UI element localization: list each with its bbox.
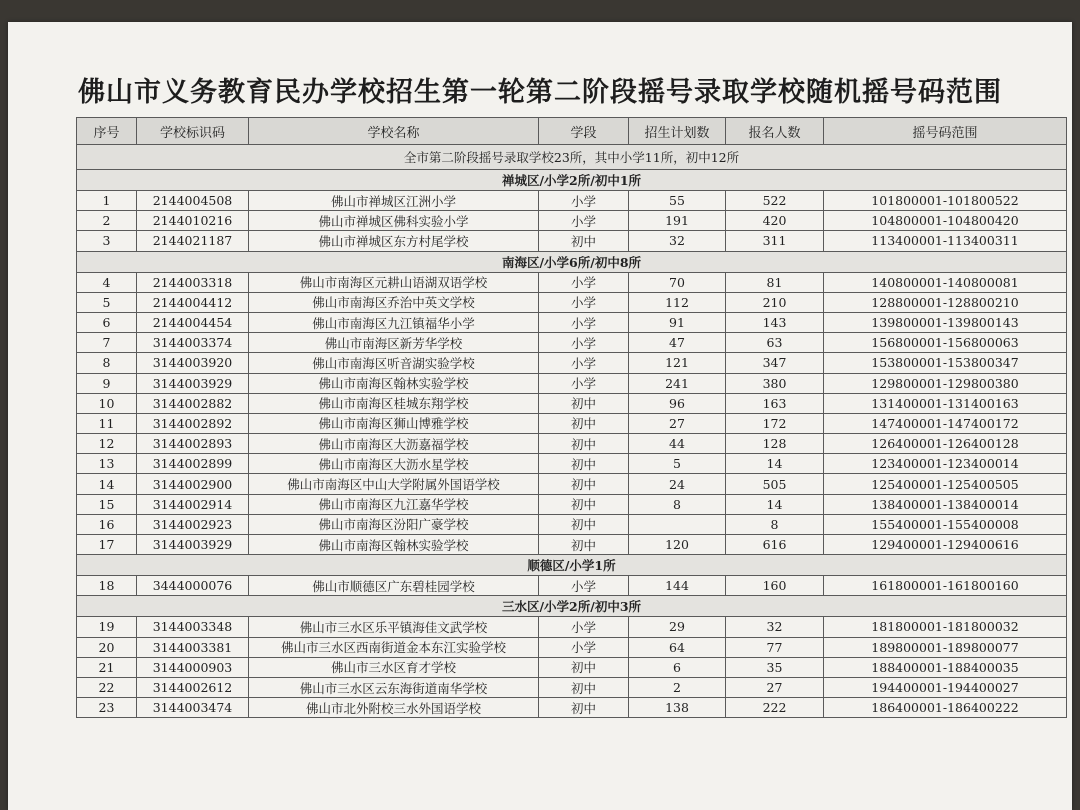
cell-stage: 初中: [539, 474, 629, 494]
cell-school-code: 3144003374: [137, 333, 249, 353]
cell-school-code: 2144021187: [137, 231, 249, 251]
cell-range: 153800001-153800347: [824, 353, 1067, 373]
table-row: [77, 353, 1067, 373]
header-row: [77, 118, 1067, 145]
cell-school-name: 佛山市南海区九江镇福华小学: [249, 312, 539, 332]
cell-index: 9: [77, 373, 137, 393]
cell-plan: 191: [629, 211, 726, 231]
district-heading: 禅城区/小学2所/初中1所: [77, 170, 1067, 191]
cell-plan: 2: [629, 677, 726, 697]
cell-school-name: 佛山市南海区狮山博雅学校: [249, 413, 539, 433]
col-header-stage: 学段: [539, 118, 629, 145]
cell-index: 20: [77, 637, 137, 657]
table-row: [77, 393, 1067, 413]
cell-school-code: 2144010216: [137, 211, 249, 231]
cell-stage: 小学: [539, 272, 629, 292]
cell-stage: 初中: [539, 677, 629, 697]
cell-stage: 小学: [539, 576, 629, 596]
cell-applicants: 347: [726, 353, 824, 373]
cell-applicants: 522: [726, 191, 824, 211]
cell-school-code: 2144004508: [137, 191, 249, 211]
cell-plan: 8: [629, 494, 726, 514]
cell-stage: 初中: [539, 698, 629, 718]
table-row: [77, 413, 1067, 433]
cell-stage: 初中: [539, 413, 629, 433]
table-row: [77, 494, 1067, 514]
cell-stage: 小学: [539, 211, 629, 231]
cell-plan: 44: [629, 434, 726, 454]
table-row: [77, 535, 1067, 555]
cell-school-name: 佛山市南海区汾阳广豪学校: [249, 514, 539, 534]
cell-school-code: 2144004412: [137, 292, 249, 312]
cell-range: 140800001-140800081: [824, 272, 1067, 292]
cell-applicants: 160: [726, 576, 824, 596]
cell-school-name: 佛山市禅城区佛科实验小学: [249, 211, 539, 231]
cell-school-code: 3444000076: [137, 576, 249, 596]
table-row: [77, 474, 1067, 494]
cell-applicants: 77: [726, 637, 824, 657]
cell-school-code: 3144002882: [137, 393, 249, 413]
cell-stage: 小学: [539, 333, 629, 353]
cell-school-name: 佛山市南海区九江嘉华学校: [249, 494, 539, 514]
cell-school-name: 佛山市三水区西南街道金本东江实验学校: [249, 637, 539, 657]
cell-applicants: 27: [726, 677, 824, 697]
cell-index: 15: [77, 494, 137, 514]
table-row: [77, 191, 1067, 211]
cell-stage: 小学: [539, 617, 629, 637]
cell-school-code: 3144003929: [137, 535, 249, 555]
cell-applicants: 311: [726, 231, 824, 251]
cell-applicants: 32: [726, 617, 824, 637]
cell-range: 129400001-129400616: [824, 535, 1067, 555]
cell-school-code: 3144003474: [137, 698, 249, 718]
cell-index: 21: [77, 657, 137, 677]
cell-range: 189800001-189800077: [824, 637, 1067, 657]
cell-stage: 初中: [539, 231, 629, 251]
cell-index: 14: [77, 474, 137, 494]
table-row: [77, 373, 1067, 393]
table-row: [77, 292, 1067, 312]
district-heading-row: [77, 596, 1067, 617]
district-heading-row: [77, 555, 1067, 576]
cell-plan: 91: [629, 312, 726, 332]
cell-index: 3: [77, 231, 137, 251]
cell-applicants: 128: [726, 434, 824, 454]
cell-plan: 70: [629, 272, 726, 292]
table-row: [77, 272, 1067, 292]
cell-school-code: 3144003381: [137, 637, 249, 657]
cell-school-code: 3144002914: [137, 494, 249, 514]
cell-range: 147400001-147400172: [824, 413, 1067, 433]
col-header-applicants: 报名人数: [726, 118, 824, 145]
cell-index: 18: [77, 576, 137, 596]
cell-school-name: 佛山市南海区听音湖实验学校: [249, 353, 539, 373]
cell-applicants: 81: [726, 272, 824, 292]
summary-row: [77, 145, 1067, 170]
col-header-plan: 招生计划数: [629, 118, 726, 145]
table-row: [77, 576, 1067, 596]
cell-plan: 64: [629, 637, 726, 657]
cell-index: 10: [77, 393, 137, 413]
cell-index: 23: [77, 698, 137, 718]
cell-school-name: 佛山市南海区大沥水星学校: [249, 454, 539, 474]
cell-range: 186400001-186400222: [824, 698, 1067, 718]
cell-school-name: 佛山市南海区乔治中英文学校: [249, 292, 539, 312]
district-heading: 三水区/小学2所/初中3所: [77, 596, 1067, 617]
cell-stage: 初中: [539, 454, 629, 474]
col-header-index: 序号: [77, 118, 137, 145]
cell-range: 155400001-155400008: [824, 514, 1067, 534]
cell-plan: 121: [629, 353, 726, 373]
cell-school-name: 佛山市南海区翰林实验学校: [249, 373, 539, 393]
col-header-range: 摇号码范围: [824, 118, 1067, 145]
table-row: [77, 211, 1067, 231]
cell-school-code: 3144002892: [137, 413, 249, 433]
cell-index: 12: [77, 434, 137, 454]
cell-stage: 小学: [539, 191, 629, 211]
cell-applicants: 14: [726, 494, 824, 514]
cell-applicants: 14: [726, 454, 824, 474]
cell-plan: 241: [629, 373, 726, 393]
cell-stage: 初中: [539, 535, 629, 555]
cell-range: 156800001-156800063: [824, 333, 1067, 353]
cell-applicants: 505: [726, 474, 824, 494]
cell-index: 19: [77, 617, 137, 637]
cell-plan: 120: [629, 535, 726, 555]
cell-range: 126400001-126400128: [824, 434, 1067, 454]
table-row: [77, 617, 1067, 637]
cell-index: 2: [77, 211, 137, 231]
cell-school-code: 2144004454: [137, 312, 249, 332]
cell-school-name: 佛山市禅城区东方村尾学校: [249, 231, 539, 251]
cell-applicants: 380: [726, 373, 824, 393]
cell-plan: 55: [629, 191, 726, 211]
col-header-school-code: 学校标识码: [137, 118, 249, 145]
cell-range: 113400001-113400311: [824, 231, 1067, 251]
cell-school-name: 佛山市南海区新芳华学校: [249, 333, 539, 353]
district-heading: 南海区/小学6所/初中8所: [77, 251, 1067, 272]
table-row: [77, 637, 1067, 657]
cell-plan: 96: [629, 393, 726, 413]
cell-range: 139800001-139800143: [824, 312, 1067, 332]
table-row: [77, 333, 1067, 353]
cell-index: 16: [77, 514, 137, 534]
paper-sheet: [8, 22, 1072, 810]
cell-plan: 29: [629, 617, 726, 637]
cell-stage: 初中: [539, 434, 629, 454]
cell-school-code: 3144003929: [137, 373, 249, 393]
cell-range: 123400001-123400014: [824, 454, 1067, 474]
cell-applicants: 210: [726, 292, 824, 312]
cell-plan: 112: [629, 292, 726, 312]
cell-school-name: 佛山市北外附校三水外国语学校: [249, 698, 539, 718]
cell-school-name: 佛山市南海区中山大学附属外国语学校: [249, 474, 539, 494]
cell-school-name: 佛山市禅城区江洲小学: [249, 191, 539, 211]
cell-index: 6: [77, 312, 137, 332]
cell-applicants: 163: [726, 393, 824, 413]
cell-plan: 27: [629, 413, 726, 433]
table-row: [77, 312, 1067, 332]
cell-range: 194400001-194400027: [824, 677, 1067, 697]
cell-index: 22: [77, 677, 137, 697]
cell-range: 129800001-129800380: [824, 373, 1067, 393]
cell-applicants: 143: [726, 312, 824, 332]
cell-school-code: 3144002900: [137, 474, 249, 494]
cell-range: 188400001-188400035: [824, 657, 1067, 677]
cell-school-name: 佛山市南海区大沥嘉福学校: [249, 434, 539, 454]
cell-index: 1: [77, 191, 137, 211]
cell-plan: 5: [629, 454, 726, 474]
cell-index: 5: [77, 292, 137, 312]
cell-school-name: 佛山市三水区云东海街道南华学校: [249, 677, 539, 697]
cell-plan: 6: [629, 657, 726, 677]
cell-index: 11: [77, 413, 137, 433]
cell-school-code: 2144003318: [137, 272, 249, 292]
district-heading-row: [77, 251, 1067, 272]
cell-applicants: 172: [726, 413, 824, 433]
cell-plan: 24: [629, 474, 726, 494]
cell-stage: 初中: [539, 393, 629, 413]
cell-range: 104800001-104800420: [824, 211, 1067, 231]
cell-index: 13: [77, 454, 137, 474]
summary-text: 全市第二阶段摇号录取学校23所，其中小学11所，初中12所: [77, 145, 1067, 170]
cell-range: 125400001-125400505: [824, 474, 1067, 494]
cell-applicants: 63: [726, 333, 824, 353]
cell-index: 7: [77, 333, 137, 353]
cell-stage: 小学: [539, 292, 629, 312]
table-row: [77, 677, 1067, 697]
cell-plan: [629, 514, 726, 534]
cell-stage: 小学: [539, 373, 629, 393]
cell-stage: 小学: [539, 353, 629, 373]
cell-applicants: 420: [726, 211, 824, 231]
cell-plan: 144: [629, 576, 726, 596]
cell-stage: 初中: [539, 657, 629, 677]
cell-school-name: 佛山市南海区桂城东翔学校: [249, 393, 539, 413]
cell-range: 181800001-181800032: [824, 617, 1067, 637]
lottery-range-table: [76, 117, 1067, 718]
table-row: [77, 434, 1067, 454]
col-header-school-name: 学校名称: [249, 118, 539, 145]
cell-school-code: 3144002899: [137, 454, 249, 474]
table-row: [77, 231, 1067, 251]
district-heading-row: [77, 170, 1067, 191]
cell-index: 8: [77, 353, 137, 373]
cell-applicants: 8: [726, 514, 824, 534]
page-title: 佛山市义务教育民办学校招生第一轮第二阶段摇号录取学校随机摇号码范围: [78, 77, 1002, 108]
cell-range: 128800001-128800210: [824, 292, 1067, 312]
cell-range: 131400001-131400163: [824, 393, 1067, 413]
cell-plan: 32: [629, 231, 726, 251]
table-row: [77, 698, 1067, 718]
cell-school-code: 3144000903: [137, 657, 249, 677]
cell-school-name: 佛山市三水区乐平镇海佳文武学校: [249, 617, 539, 637]
cell-school-code: 3144002923: [137, 514, 249, 534]
cell-school-code: 3144002612: [137, 677, 249, 697]
cell-plan: 47: [629, 333, 726, 353]
cell-index: 4: [77, 272, 137, 292]
cell-school-name: 佛山市南海区翰林实验学校: [249, 535, 539, 555]
table-row: [77, 657, 1067, 677]
cell-school-name: 佛山市三水区育才学校: [249, 657, 539, 677]
cell-school-code: 3144003348: [137, 617, 249, 637]
cell-stage: 初中: [539, 514, 629, 534]
cell-range: 138400001-138400014: [824, 494, 1067, 514]
cell-school-code: 3144002893: [137, 434, 249, 454]
cell-applicants: 616: [726, 535, 824, 555]
cell-stage: 初中: [539, 494, 629, 514]
cell-school-name: 佛山市南海区元耕山语湖双语学校: [249, 272, 539, 292]
cell-range: 161800001-161800160: [824, 576, 1067, 596]
cell-school-name: 佛山市顺德区广东碧桂园学校: [249, 576, 539, 596]
district-heading: 顺德区/小学1所: [77, 555, 1067, 576]
cell-stage: 小学: [539, 637, 629, 657]
cell-index: 17: [77, 535, 137, 555]
table-row: [77, 514, 1067, 534]
table-row: [77, 454, 1067, 474]
cell-stage: 小学: [539, 312, 629, 332]
cell-range: 101800001-101800522: [824, 191, 1067, 211]
cell-applicants: 35: [726, 657, 824, 677]
cell-applicants: 222: [726, 698, 824, 718]
cell-school-code: 3144003920: [137, 353, 249, 373]
cell-plan: 138: [629, 698, 726, 718]
